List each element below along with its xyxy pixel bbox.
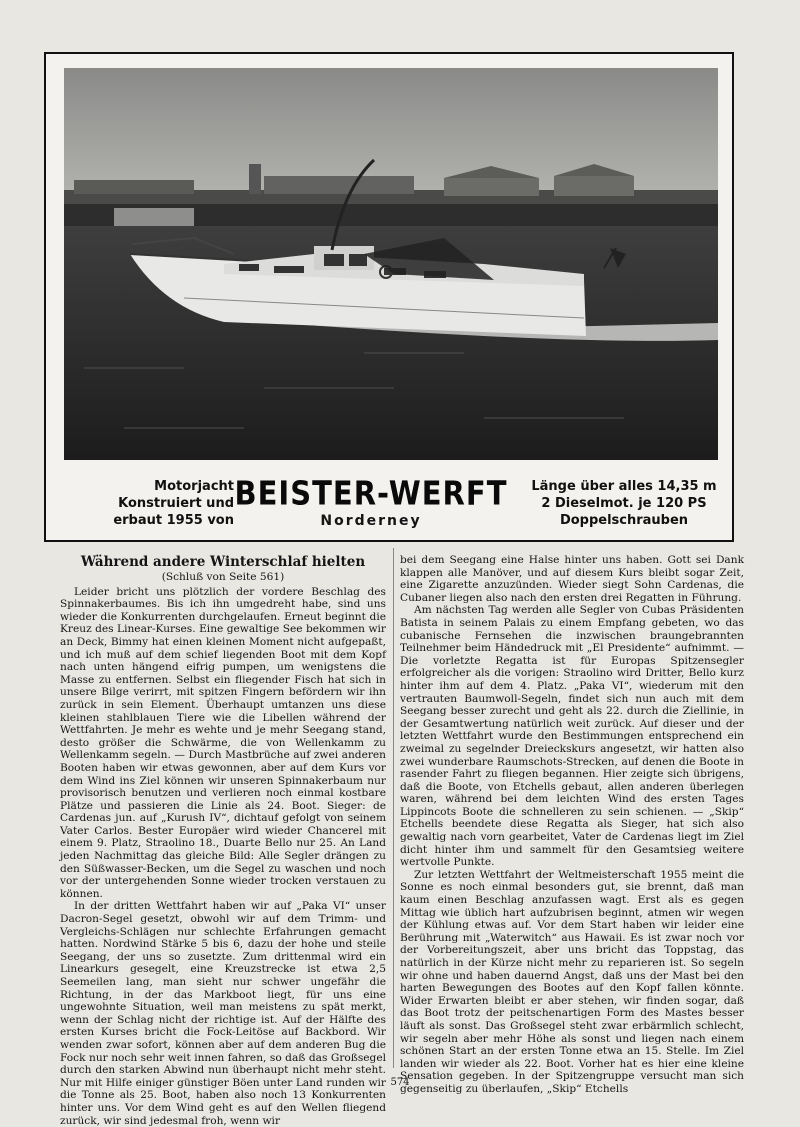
advertisement — [44, 52, 734, 542]
ad-right-line: Länge über alles 14,35 m — [531, 479, 717, 494]
ad-right-text — [524, 478, 724, 529]
ad-right-line: Doppelschrauben — [559, 513, 689, 528]
article-headline: Während andere Winterschlaf hielten — [80, 554, 366, 570]
page-number: 574 — [390, 1077, 410, 1088]
yacht-photo — [64, 68, 718, 460]
article-column-right — [400, 554, 744, 1096]
ad-right-line: 2 Dieselmot. je 120 PS — [541, 496, 707, 511]
ad-left-line: Motorjacht — [154, 479, 234, 494]
ad-left-text — [84, 478, 234, 529]
article-subhead: (Schluß von Seite 561) — [161, 571, 285, 583]
article-paragraph: In der dritten Wettfahrt haben wir auf „Paka VI“ unser Dacron-Segel gesetzt, obwohl wir auf dem Trimm- und Vergleichs-Schlägen nur schlechte Erfahrungen gemacht hatten. Nordwind Stärke 5 bis 6, dazu der hohe und steile Seegang, der uns so zusetzte. Zum drittenmal wird ein Linearkurs gesegelt, eine Kreuzstrecke ist etwa 2,5 Seemeilen lang, man sieht nur schwer ungefähr die Richtung, in der das Markboot liegt, für uns eine ungewohnte Situation, weil man meistens zu spät merkt, wenn der Schlag nicht der richtige ist. Auf der Hälfte des ersten Kurses bricht die Fock-Leitöse auf Backbord. Wir wenden zwar sofort, können aber auf dem anderen Bug die Fock nur noch sehr weit innen fahren, so daß das Großsegel durch den starken Abwind nun überhaupt nicht mehr steht. Nur mit Hilfe einiger günstiger Böen unter Land runden wir die Tonne als 25. Boot, haben also noch 13 Konkurrenten hinter uns. Vor dem Wind geht es auf den Wellen fliegend zurück, wir sind jedesmal froh, wenn wir — [60, 900, 386, 1127]
article-column-left — [60, 554, 386, 1127]
ad-brand-block — [226, 473, 516, 529]
article-paragraph: Am nächsten Tag werden alle Segler von Cubas Präsidenten Batista in seinem Palais zu einem Empfang gebeten, wo das cubanische Fernsehen die inzwischen braungebrannten Teilnehmer beim Händedruck mit „El Presidente“ aufnimmt. — Die vorletzte Regatta ist für Europas Spitzensegler erfolgreicher als die vorigen: Straolino wird Dritter, Bello kurz hinter ihm auf dem 4. Platz. „Paka VI“, wiederum mit den vertrauten Baumwoll-Segeln, findet sich nun auch mit dem Seegang besser zurecht und geht als 22. durch die Ziellinie, in der Gesamtwertung natürlich weit zurück. Auf dieser und der letzten Wettfahrt wurde den Bestimmungen entsprechend ein zweimal zu segelnder Dreieckskurs angesetzt, wir hatten also zwei wunderbare Raumschots-Strecken, auf denen die Boote in rasender Fahrt zu fliegen begannen. Hier zeigte sich übrigens, daß die Boote, von Etchells gebaut, allen anderen überlegen waren, während bei dem leichten Wind des ersten Tages Lippincots Boote die schnelleren zu sein schienen. — „Skip“ Etchells beendete diese Regatta als Sieger, hat sich also gewaltig nach vorn gearbeitet, Vater de Cardenas liegt im Ziel dicht hinter ihm und sammelt für den Gesamtsieg weitere wertvolle Punkte. — [400, 604, 744, 869]
ad-left-line: Konstruiert und — [118, 496, 234, 511]
column-divider — [393, 548, 394, 1068]
ad-brand-place: Norderney — [320, 513, 422, 529]
ad-brand-name: BEISTER-WERFT — [234, 473, 508, 513]
article-paragraph: Leider bricht uns plötzlich der vordere Beschlag des Spinnakerbaumes. Bis ich ihn umgedreht habe, sind uns wieder die Konkurrenten durchgelaufen. Erneut beginnt die Kreuz des Linear-Kurses. Eine gewaltige See bekommen wir an Deck, Bimmy hat einen kleinen Moment nicht aufgepaßt, und ich muß auf dem schief liegenden Boot mit dem Kopf nach unten hängend eifrig pumpen, um wenigstens die Masse zu entfernen. Selbst ein fliegender Fisch hat sich in unsere Bilge verirrt, mit spitzen Fingern befördern wir ihn zurück in sein Element. Überhaupt umtanzen uns diese kleinen stahlblauen Tiere wie die Libellen während der Wettfahrten. Je mehr es wehte und je mehr Seegang stand, desto größer die Schwärme, die von Wellenkamm zu Wellenkamm segeln. — Durch Mastbrüche auf zwei anderen Booten haben wir etwas gewonnen, aber auf dem Kurs vor dem Wind ins Ziel können wir unseren Spinnakerbaum nur provisorisch benutzen und verlieren noch einmal kostbare Plätze und passieren die Linie als 24. Boot. Sieger: de Cardenas jun. auf „Kurush IV“, dichtauf gefolgt von seinem Vater Carlos. Bester Europäer wird wieder Chancerel mit einem 9. Platz, Straolino 18., Duarte Bello nur 25. An Land jeden Nachmittag das gleiche Bild: Alle Segler drängen zu den Süßwasser-Becken, um die Segel zu waschen und noch vor der untergehenden Sonne wieder trocken verstauen zu können. — [60, 585, 386, 900]
yacht-photo-image — [64, 68, 718, 460]
ad-left-line: erbaut 1955 von — [113, 513, 234, 528]
article-paragraph: bei dem Seegang eine Halse hinter uns haben. Gott sei Dank klappen alle Manöver, und auf diesem Kurs bleibt sogar Zeit, eine Zigarette anzuzünden. Wieder siegt Sohn Cardenas, die Cubaner liegen also nach den ersten drei Regatten in Führung. — [400, 554, 744, 604]
article-paragraph: Zur letzten Wettfahrt der Weltmeisterschaft 1955 meint die Sonne es noch einmal besonders gut, sie brennt, daß man kaum einen Beschlag anzufassen wagt. Erst als es gegen Mittag wie üblich hart aufzubrisen beginnt, atmen wir wegen der Kühlung etwas auf. Vor dem Start haben wir leider eine Berührung mit „Waterwitch“ aus Hawaii. Es ist zwar noch vor der Vorbereitungszeit, aber uns bricht das Toppstag, das natürlich in der Kürze nicht mehr zu reparieren ist. So segeln wir ohne und haben dauernd Angst, daß uns der Mast bei den harten Bewegungen des Bootes auf den Kopf fallen könnte. Wider Erwarten bleibt er aber stehen, wir finden sogar, daß das Boot trotz der peitschenartigen Form des Mastes besser läuft als sonst. Das Großsegel steht zwar erbärmlich schlecht, wir segeln aber mehr Höhe als sonst und liegen nach einem schönen Start an der ersten Tonne etwa an 15. Stelle. Im Ziel landen wir wieder als 22. Boot. Vorher hat es hier eine kleine Sensation gegeben. In der Spitzengruppe versucht man sich gegenseitig zu überlaufen, „Skip“ Etchells — [400, 868, 744, 1095]
